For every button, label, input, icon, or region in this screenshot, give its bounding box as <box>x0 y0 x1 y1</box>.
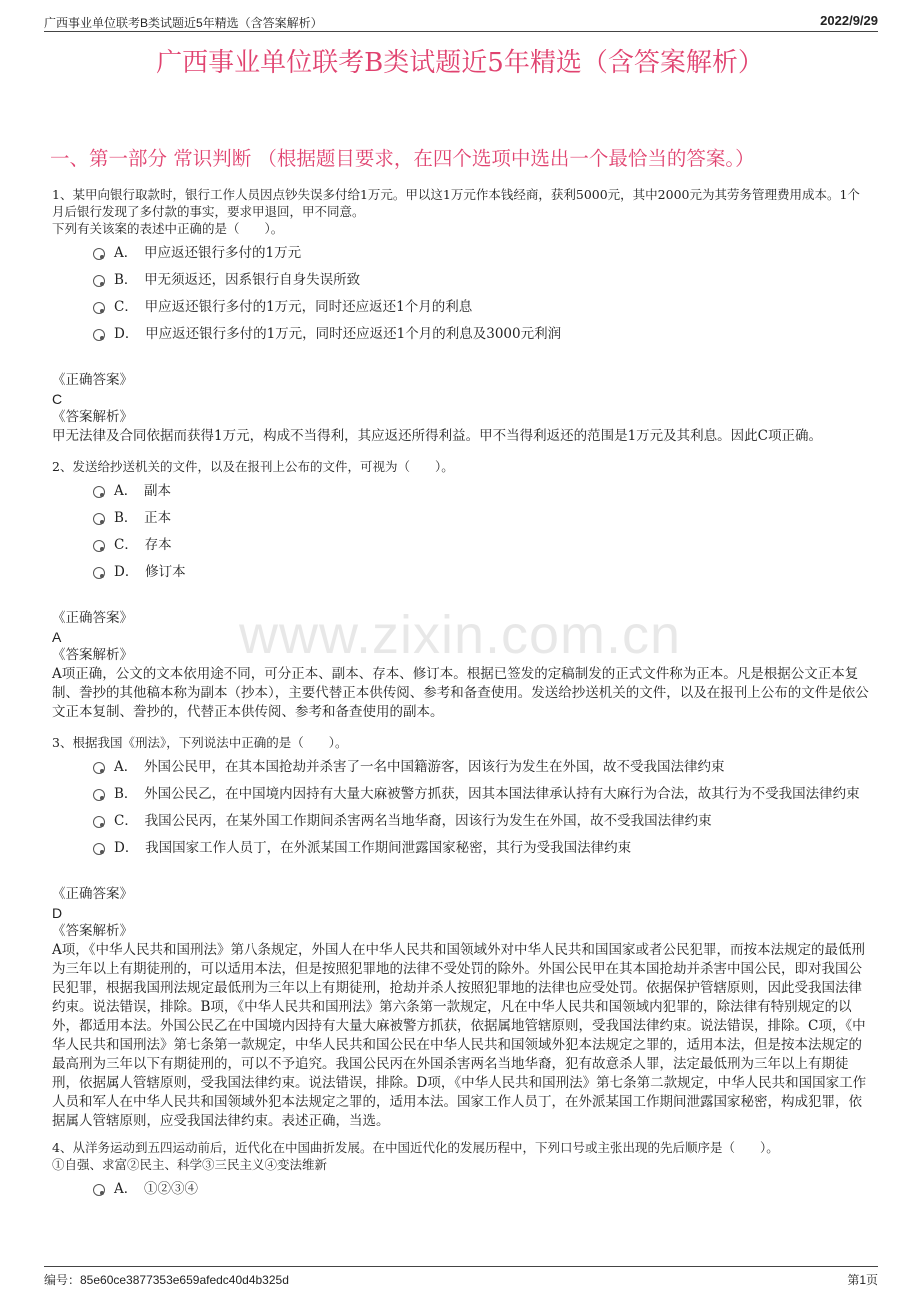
option-a[interactable]: A． ①②③④ <box>52 1178 870 1200</box>
option-b[interactable]: B． 外国公民乙，在中国境内因持有大量大麻被警方抓获，因其本国法律承认持有大麻行为合法，故其行为不受我国法律约束 <box>52 783 870 805</box>
explanation-text: A项正确，公文的文本依用途不同，可分正本、副本、存本、修订本。根据已签发的定稿制发的正式文件称为正本。凡是根据公文正本复制、誊抄的其他稿本称为副本（抄本），主要代替正本供传阅、参考和备查使用。发送给抄送机关的文件，以及在报刊上公布的文件是依公文正本复制、誊抄的，代替正本供传阅、参考和备查使用的副本。 <box>52 666 869 720</box>
question-2 <box>52 458 870 722</box>
question-4 <box>52 1139 870 1200</box>
option-a[interactable]: A． 甲应返还银行多付的1万元 <box>52 242 870 264</box>
explanation-text: A项，《中华人民共和国刑法》第八条规定，外国人在中华人民共和国领域外对中华人民共和国国家或者公民犯罪，而按本法规定的最低刑为三年以上有期徒刑的，可以适用本法，但是按照犯罪地的法律不受处罚的除外。外国公民甲在其本国抢劫并杀害中国公民，即对我国公民犯罪，根据我国刑法规定最低刑为三年以上有期徒刑，抢劫并杀人按照犯罪地的法律也应受处罚。依据保护管辖原则，因此受我国法律约束。说法错误，排除。B项，《中华人民共和国刑法》第六条第一款规定，凡在中华人民共和国领域内犯罪的，除法律有特别规定的以外，都适用本法。外国公民乙在中国境内因持有大量大麻被警方抓获，依据属地管辖原则，受我国法律约束。说法错误，排除。C项，《中华人民共和国刑法》第七条第一款规定，中华人民共和国公民在中华人民共和国领域外犯本法规定之罪的，适用本法，但是按本法规定的最高刑为三年以下有期徒刑的，可以不予追究。我国公民丙在外国杀害两名当地华裔，犯有故意杀人罪，法定最低刑为三年以上有期徒刑，依据属人管辖原则，受我国法律约束。说法错误，排除。D项，《中华人民共和国刑法》第七条第二款规定，中华人民共和国国家工作人员和军人在中华人民共和国领域外犯本法规定之罪的，适用本法。国家工作人员丁，在外派某国工作期间泄露国家秘密，构成犯罪，依据属人管辖原则，应受我国法律约束。表述正确，当选。 <box>52 942 867 1129</box>
header-doc-name: 广西事业单位联考B类试题近5年精选（含答案解析） <box>44 16 323 30</box>
question-stem: 2、发送给抄送机关的文件，以及在报刊上公布的文件，可视为（ ）。 <box>52 459 454 474</box>
option-d[interactable]: D． 甲应返还银行多付的1万元，同时还应返还1个月的利息及3000元利润 <box>52 323 870 345</box>
radio-icon[interactable] <box>93 302 105 314</box>
document-code: 编号：85e60ce3877353e659afedc40d4b325d <box>44 1273 289 1287</box>
radio-icon[interactable] <box>93 816 105 828</box>
option-c[interactable]: C． 我国公民丙，在某外国工作期间杀害两名当地华裔，因该行为发生在外国，故不受我国法律约束 <box>52 810 870 832</box>
explanation-label: 《答案解析》 <box>52 409 133 425</box>
question-stem: 3、根据我国《刑法》，下列说法中正确的是（ ）。 <box>52 735 348 750</box>
correct-answer-label: 《正确答案》 <box>52 372 133 388</box>
correct-answer-label: 《正确答案》 <box>52 610 133 626</box>
option-d[interactable]: D． 我国国家工作人员丁，在外派某国工作期间泄露国家秘密，其行为受我国法律约束 <box>52 837 870 859</box>
correct-answer-value: A <box>52 629 62 645</box>
question-stem: 4、从洋务运动到五四运动前后，近代化在中国曲折发展。在中国近代化的发展历程中，下列口号或主张出现的先后顺序是（ ）。 <box>52 1140 779 1155</box>
radio-icon[interactable] <box>93 789 105 801</box>
question-3 <box>52 734 870 1131</box>
option-b[interactable]: B． 甲无须返还，因系银行自身失误所致 <box>52 269 870 291</box>
explanation-text: 甲无法律及合同依据而获得1万元，构成不当得利，其应返还所得利益。甲不当得利返还的范围是1万元及其利息。因此C项正确。 <box>52 428 823 444</box>
option-a[interactable]: A． 外国公民甲，在其本国抢劫并杀害了一名中国籍游客，因该行为发生在外国，故不受我国法律约束 <box>52 756 870 778</box>
correct-answer-value: D <box>52 905 63 921</box>
radio-icon[interactable] <box>93 513 105 525</box>
radio-icon[interactable] <box>93 567 105 579</box>
radio-icon[interactable] <box>93 329 105 341</box>
page-header <box>44 10 878 32</box>
page-footer <box>44 1266 878 1288</box>
option-b[interactable]: B． 正本 <box>52 507 870 529</box>
question-stem: 1、某甲向银行取款时，银行工作人员因点钞失误多付给1万元。甲以这1万元作本钱经商，获利5000元，其中2000元为其劳务管理费用成本。1个月后银行发现了多付款的事实，要求甲退回，甲不同意。 <box>52 187 860 219</box>
option-d[interactable]: D． 修订本 <box>52 561 870 583</box>
radio-icon[interactable] <box>93 275 105 287</box>
question-1 <box>52 186 870 446</box>
explanation-label: 《答案解析》 <box>52 923 133 939</box>
radio-icon[interactable] <box>93 1184 105 1196</box>
radio-icon[interactable] <box>93 540 105 552</box>
page-number: 第1页 <box>847 1273 878 1287</box>
radio-icon[interactable] <box>93 762 105 774</box>
question-prompt: 下列有关该案的表述中正确的是（ ）。 <box>52 221 284 236</box>
document-title: 广西事业单位联考B类试题近5年精选（含答案解析） <box>156 48 764 78</box>
section-heading: 一、第一部分 常识判断 （根据题目要求，在四个选项中选出一个最恰当的答案。） <box>50 147 755 170</box>
option-c[interactable]: C． 存本 <box>52 534 870 556</box>
radio-icon[interactable] <box>93 843 105 855</box>
option-a[interactable]: A． 副本 <box>52 480 870 502</box>
radio-icon[interactable] <box>93 486 105 498</box>
question-items: ①自强、求富②民主、科学③三民主义④变法维新 <box>52 1157 328 1172</box>
correct-answer-label: 《正确答案》 <box>52 886 133 902</box>
header-date: 2022/9/29 <box>820 13 878 28</box>
document-body <box>52 186 870 1200</box>
explanation-label: 《答案解析》 <box>52 647 133 663</box>
watermark: www.zixin.com.cn <box>238 605 682 665</box>
correct-answer-value: C <box>52 391 63 407</box>
option-c[interactable]: C． 甲应返还银行多付的1万元，同时还应返还1个月的利息 <box>52 296 870 318</box>
radio-icon[interactable] <box>93 248 105 260</box>
